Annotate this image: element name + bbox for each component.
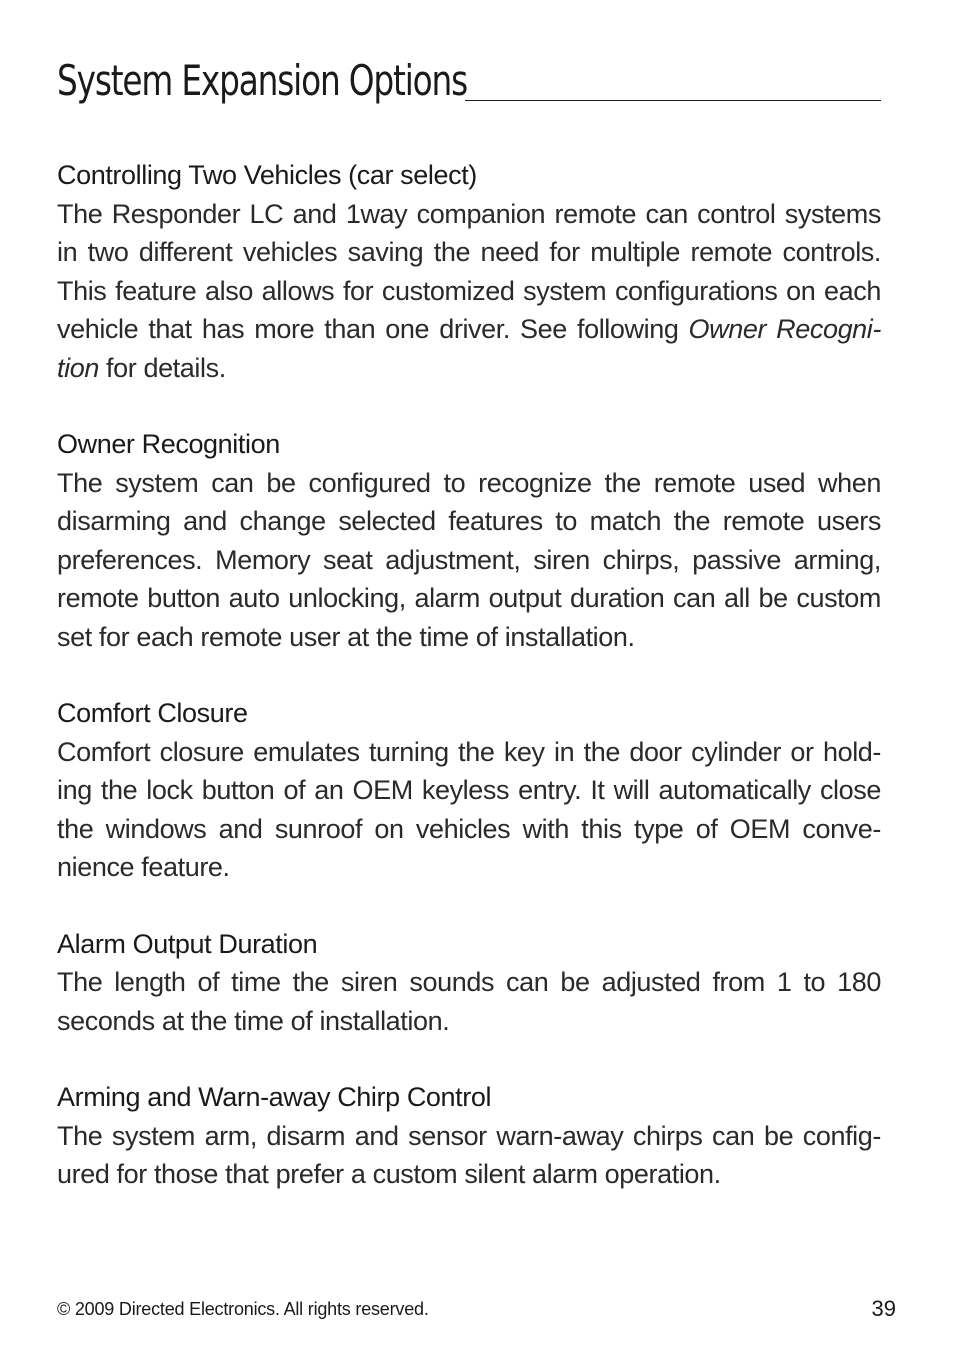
section-body: The length of time the siren sounds can be adjusted from 1 to 180 seconds at the time of installation. <box>57 967 881 1036</box>
body-emphasis: Owner Recogni-tion <box>57 314 881 383</box>
section-body: Comfort closure emulates turning the key in the door cylinder or hold-ing the lock button of an OEM keyless entry. It will automatically close the windows and sunroof on vehicles with this type of OEM conve-nience feature. <box>57 736 881 882</box>
body-text: The Responder LC and 1way companion remote can control systems in two different vehicles saving the need for multiple remote controls. This feature also allows for customized system configurations on each vehicle that has more than one driver. See following <box>57 198 881 344</box>
title-underline <box>465 100 881 101</box>
section-body <box>57 195 881 388</box>
section-chirp-control <box>57 1078 881 1194</box>
section-body: The system arm, disarm and sensor warn-away chirps can be config-ured for those that prefer a custom silent alarm operation. <box>57 1120 881 1189</box>
content <box>57 156 881 1232</box>
title-row <box>57 58 881 104</box>
section-heading: Arming and Warn-away Chirp Control <box>57 1082 492 1112</box>
section-heading: Alarm Output Duration <box>57 928 318 959</box>
section-heading: Comfort Closure <box>57 698 248 728</box>
section-comfort-closure <box>57 694 881 887</box>
section-body: The system can be configured to recognize the remote used when disarming and change selected features to match the remote users preferences. Memory seat adjustment, siren chirps, passive arming, remote button auto unlocking, alarm output duration can all be custom set for each remote user at the time of installation. <box>57 467 881 652</box>
section-heading: Owner Recognition <box>57 429 280 459</box>
page-number: 39 <box>871 1296 896 1321</box>
section-owner-recognition <box>57 425 881 656</box>
copyright-notice: © 2009 Directed Electronics. All rights reserved. <box>57 1299 429 1319</box>
page-title: System Expansion Options <box>57 56 468 105</box>
section-controlling-two-vehicles <box>57 156 881 387</box>
section-alarm-output-duration <box>57 925 881 1041</box>
manual-page <box>57 0 881 1359</box>
section-heading: Controlling Two Vehicles (car select) <box>57 160 477 190</box>
body-text-end: for details. <box>98 352 226 383</box>
